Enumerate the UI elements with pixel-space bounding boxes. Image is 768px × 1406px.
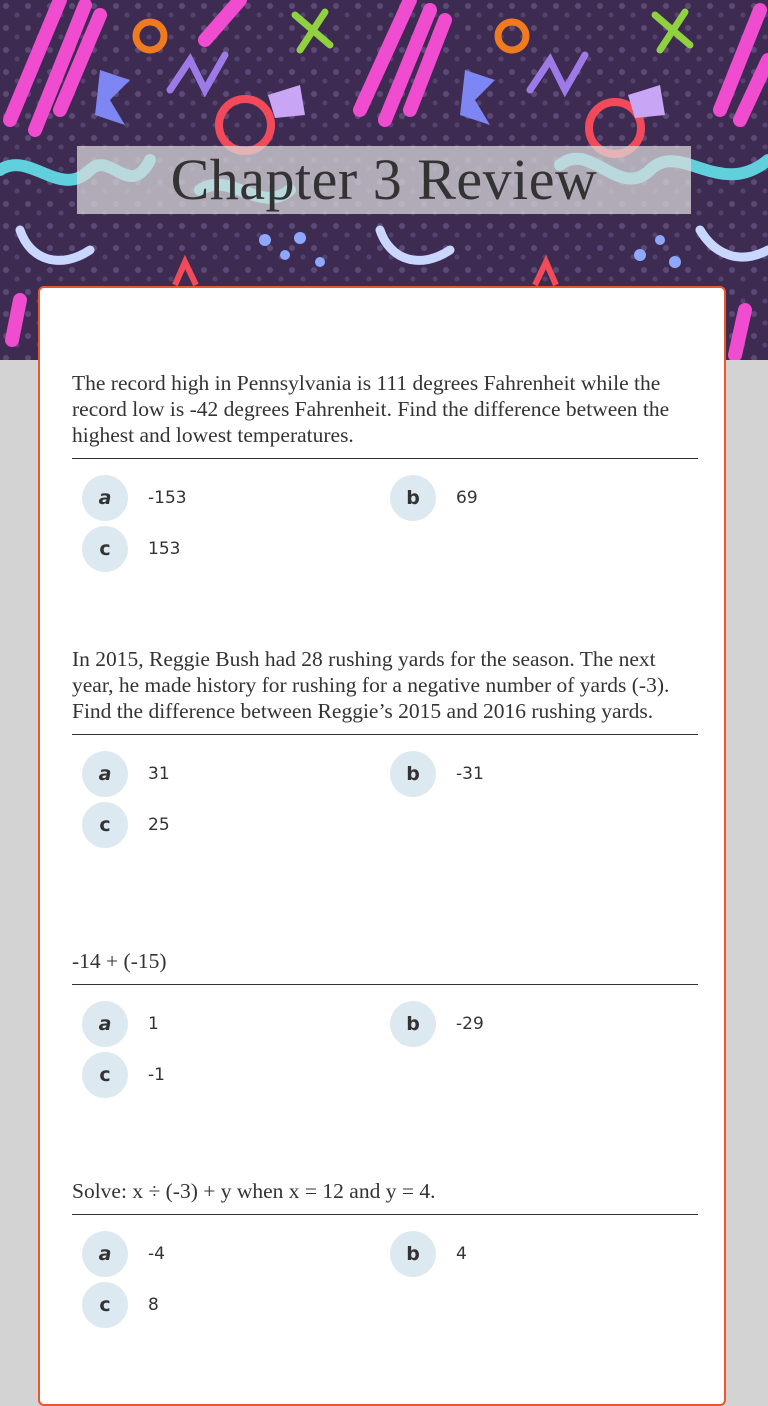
- option-value: 25: [148, 815, 170, 835]
- option-value: 8: [148, 1295, 159, 1315]
- title-box: [77, 146, 691, 214]
- option-a[interactable]: [82, 1001, 159, 1047]
- option-letter-badge: a: [82, 475, 128, 521]
- option-value: 1: [148, 1014, 159, 1034]
- question-text: The record high in Pennsylvania is 111 degrees Fahrenheit while the record low is -42 degrees Fahrenheit. Find the difference between the highest and lowest temperatures.: [72, 370, 698, 459]
- option-value: 153: [148, 539, 181, 559]
- option-letter-badge: b: [390, 751, 436, 797]
- option-a[interactable]: [82, 1231, 165, 1277]
- answer-options: [72, 1231, 698, 1351]
- question-text: Solve: x ÷ (-3) + y when x = 12 and y = 4.: [72, 1178, 698, 1215]
- question-text: -14 + (-15): [72, 948, 698, 985]
- answer-options: [72, 751, 698, 871]
- option-letter-badge: a: [82, 1001, 128, 1047]
- option-letter-badge: b: [390, 1001, 436, 1047]
- option-value: -31: [456, 764, 484, 784]
- option-a[interactable]: [82, 751, 170, 797]
- option-b[interactable]: [390, 1001, 484, 1047]
- option-c[interactable]: [82, 1052, 165, 1098]
- option-letter-badge: a: [82, 751, 128, 797]
- question-3: [72, 948, 698, 1121]
- option-letter-badge: b: [390, 1231, 436, 1277]
- question-text: In 2015, Reggie Bush had 28 rushing yards for the season. The next year, he made history for rushing for a negative number of yards (-3). Find the difference between Reggie’s 2015 and 2016 rushing yards.: [72, 646, 698, 735]
- option-value: 69: [456, 488, 478, 508]
- option-value: -4: [148, 1244, 165, 1264]
- page-title: Chapter 3 Review: [170, 147, 598, 212]
- option-value: -1: [148, 1065, 165, 1085]
- question-2: [72, 646, 698, 871]
- option-value: -29: [456, 1014, 484, 1034]
- answer-options: [72, 1001, 698, 1121]
- option-b[interactable]: [390, 751, 484, 797]
- option-value: 4: [456, 1244, 467, 1264]
- option-c[interactable]: [82, 526, 180, 572]
- question-4: [72, 1178, 698, 1351]
- question-1: [72, 370, 698, 595]
- option-a[interactable]: [82, 475, 187, 521]
- option-letter-badge: c: [82, 1282, 128, 1328]
- worksheet-card: [38, 286, 726, 1406]
- option-c[interactable]: [82, 802, 170, 848]
- option-value: -153: [148, 488, 187, 508]
- option-letter-badge: c: [82, 802, 128, 848]
- option-b[interactable]: [390, 475, 478, 521]
- option-letter-badge: a: [82, 1231, 128, 1277]
- option-c[interactable]: [82, 1282, 159, 1328]
- option-letter-badge: b: [390, 475, 436, 521]
- option-letter-badge: c: [82, 526, 128, 572]
- option-value: 31: [148, 764, 170, 784]
- option-letter-badge: c: [82, 1052, 128, 1098]
- answer-options: [72, 475, 698, 595]
- option-b[interactable]: [390, 1231, 467, 1277]
